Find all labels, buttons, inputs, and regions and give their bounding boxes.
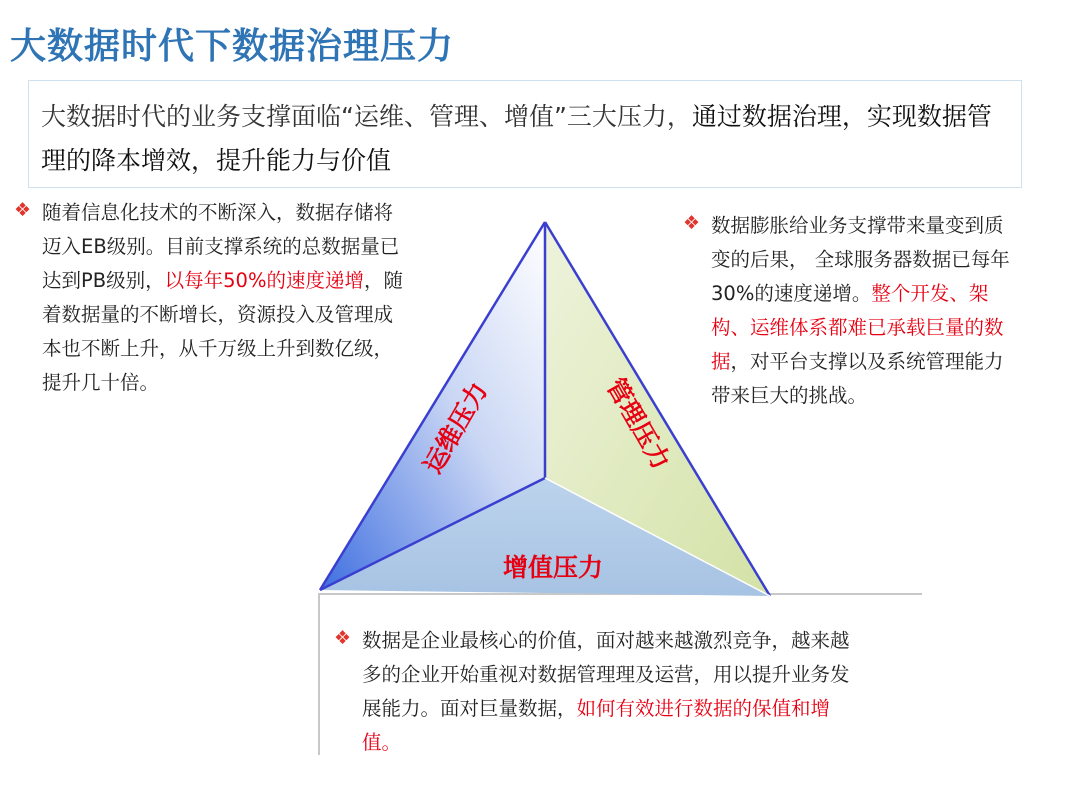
label-value: 增值压力 [502, 553, 604, 582]
label-mgmt: 管理压力 [600, 373, 676, 475]
bottom-text-block [334, 624, 852, 760]
bottom-text-red: 如何有效进行数据的保值和增值。 [362, 697, 831, 754]
page-title: 大数据时代下数据治理压力 [10, 26, 455, 67]
right-text-normal-1: 数据膨胀给业务支撑带来量变到质变的后果， 全球服务器数据已每年30%的速度递增。 [711, 214, 1010, 305]
label-ops: 运维压力 [418, 377, 494, 479]
left-text-red: 以每年50%的速度递增 [164, 269, 364, 292]
right-text-block [683, 209, 1021, 413]
diamond-bullet-icon: ❖ [334, 627, 352, 649]
left-text-normal-1: 随着信息化技术的不断深入，数据存储将迈入EB级别。目前支撑系统的总数据量已达到PB级别， [42, 201, 400, 292]
diamond-bullet-icon: ❖ [14, 199, 32, 221]
left-text-normal-2: ，随着数据量的不断增长，资源投入及管理成本也不断上升，从千万级上升到数亿级，提升几十倍。 [42, 269, 403, 394]
right-text-red: 整个开发、架构、运维体系都难已承载巨量的数据 [711, 282, 1004, 373]
intro-text-part1: 大数据时代的业务支撑面临“运维、管理、增值”三大压力， [41, 102, 692, 131]
intro-text-part2: 通过数据治理，实现数据管理的降本增效，提升能力与价值 [41, 102, 992, 175]
left-text-block [14, 196, 404, 400]
bottom-text-normal: 数据是企业最核心的价值，面对越来越激烈竞争，越来越多的企业开始重视对数据管理理及运营，用以提升业务发展能力。面对巨量数据， [362, 629, 850, 720]
diamond-bullet-icon: ❖ [683, 212, 701, 234]
right-text-normal-2: ，对平台支撑以及系统管理能力带来巨大的挑战。 [711, 350, 1004, 407]
